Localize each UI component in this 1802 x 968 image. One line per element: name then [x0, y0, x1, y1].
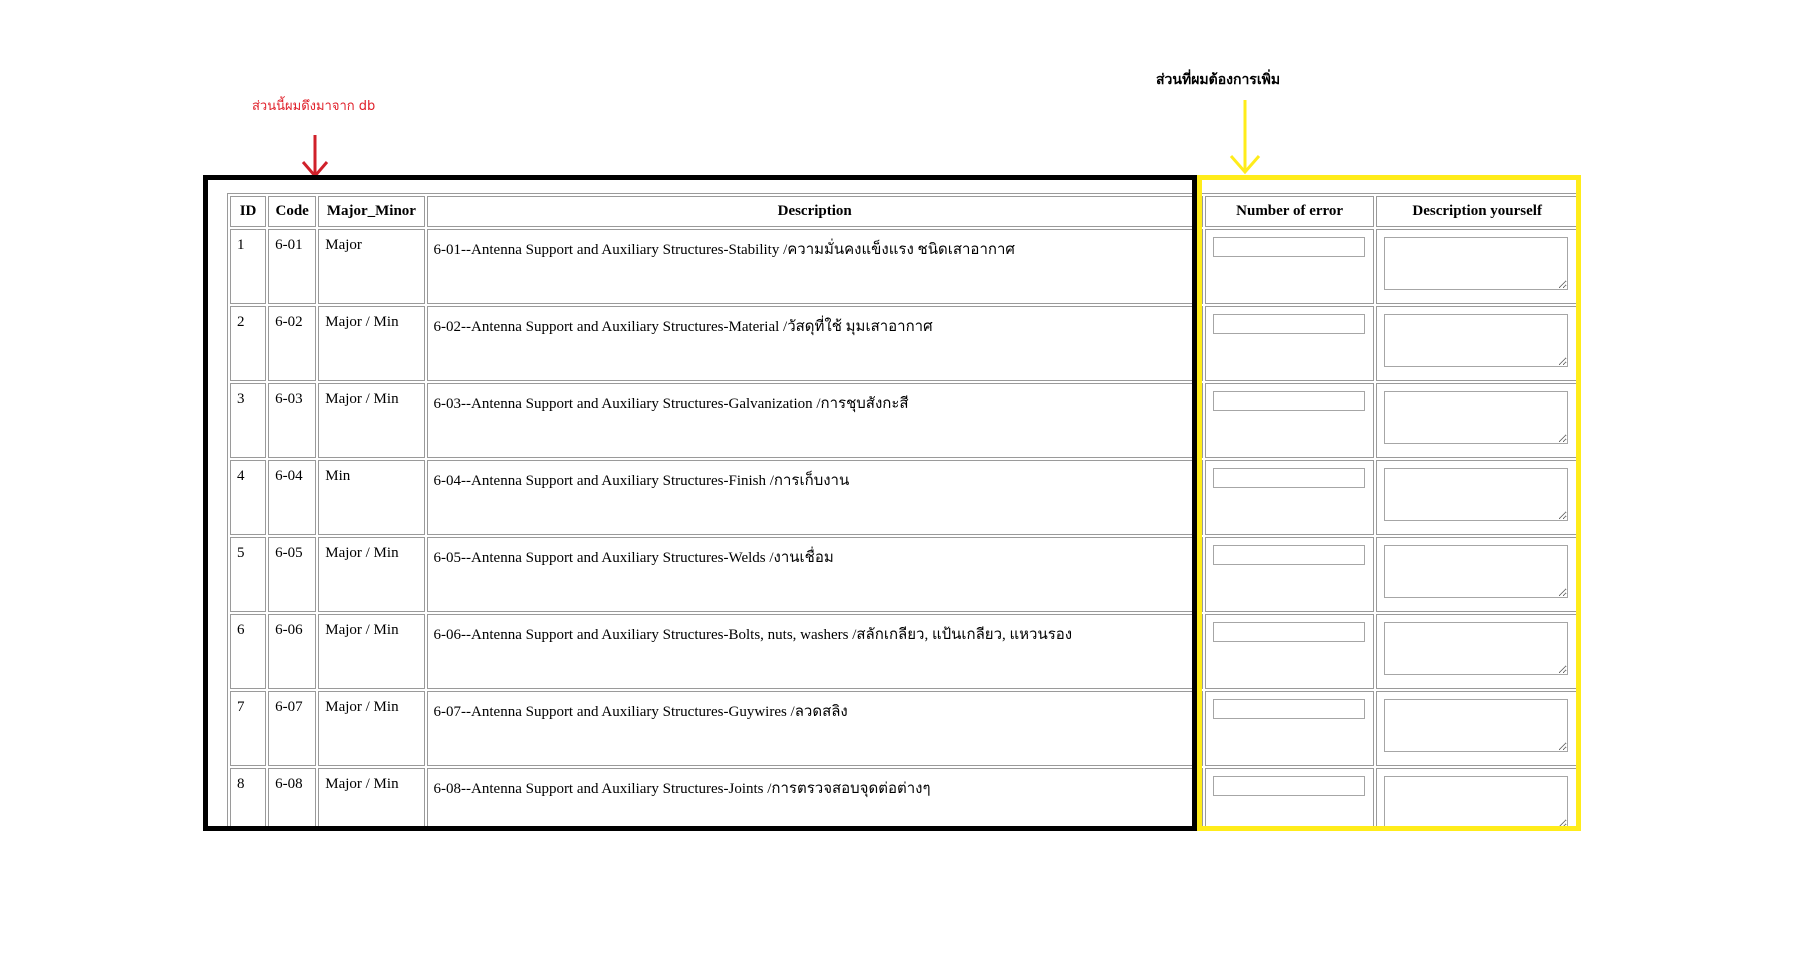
cell-description-yourself [1376, 383, 1578, 458]
table-row [230, 306, 1578, 381]
header-description-yourself: Description yourself [1376, 196, 1578, 227]
error-table-container [227, 193, 1581, 829]
description-yourself-textarea[interactable] [1384, 545, 1568, 598]
cell-number-of-error [1205, 229, 1375, 304]
table-row [230, 383, 1578, 458]
cell-major-minor: Major / Min [318, 537, 424, 612]
table-row [230, 691, 1578, 766]
description-yourself-textarea[interactable] [1384, 622, 1568, 675]
header-major-minor: Major_Minor [318, 196, 424, 227]
header-code: Code [268, 196, 316, 227]
cell-major-minor: Major / Min [318, 614, 424, 689]
number-of-error-input[interactable] [1213, 699, 1365, 719]
cell-description: 6-04--Antenna Support and Auxiliary Structures-Finish /การเก็บงาน [427, 460, 1203, 535]
header-id: ID [230, 196, 266, 227]
cell-code: 6-03 [268, 383, 316, 458]
table-row [230, 460, 1578, 535]
table-row [230, 614, 1578, 689]
cell-description-yourself [1376, 229, 1578, 304]
description-yourself-textarea[interactable] [1384, 237, 1568, 290]
cell-description: 6-07--Antenna Support and Auxiliary Structures-Guywires /ลวดสลิง [427, 691, 1203, 766]
description-yourself-textarea[interactable] [1384, 391, 1568, 444]
cell-description-yourself [1376, 306, 1578, 381]
cell-id: 5 [230, 537, 266, 612]
cell-description-yourself [1376, 768, 1578, 829]
db-source-note: ส่วนนี้ผมดึงมาจาก db [252, 99, 376, 114]
cell-id: 4 [230, 460, 266, 535]
header-number-of-error: Number of error [1205, 196, 1375, 227]
table-header-row [230, 196, 1578, 227]
table-row [230, 229, 1578, 304]
cell-major-minor: Major / Min [318, 306, 424, 381]
cell-code: 6-08 [268, 768, 316, 829]
divider [880, 178, 920, 182]
cell-number-of-error [1205, 768, 1375, 829]
cell-major-minor: Min [318, 460, 424, 535]
cell-description: 6-06--Antenna Support and Auxiliary Structures-Bolts, nuts, washers /สลักเกลียว, แป้นเกลียว, แหวนรอง [427, 614, 1203, 689]
number-of-error-input[interactable] [1213, 776, 1365, 796]
arrow-down-icon [303, 135, 327, 176]
table-row [230, 537, 1578, 612]
number-of-error-input[interactable] [1213, 237, 1365, 257]
cell-description: 6-05--Antenna Support and Auxiliary Structures-Welds /งานเชื่อม [427, 537, 1203, 612]
description-yourself-textarea[interactable] [1384, 776, 1568, 829]
cell-code: 6-02 [268, 306, 316, 381]
number-of-error-input[interactable] [1213, 622, 1365, 642]
cell-description-yourself [1376, 460, 1578, 535]
cell-code: 6-06 [268, 614, 316, 689]
cell-code: 6-07 [268, 691, 316, 766]
header-description: Description [427, 196, 1203, 227]
cell-major-minor: Major / Min [318, 691, 424, 766]
number-of-error-input[interactable] [1213, 545, 1365, 565]
cell-description: 6-08--Antenna Support and Auxiliary Structures-Joints /การตรวจสอบจุดต่อต่างๆ [427, 768, 1203, 829]
table-row [230, 768, 1578, 829]
description-yourself-textarea[interactable] [1384, 699, 1568, 752]
cell-major-minor: Major [318, 229, 424, 304]
cell-id: 3 [230, 383, 266, 458]
cell-description-yourself [1376, 614, 1578, 689]
number-of-error-input[interactable] [1213, 314, 1365, 334]
cell-code: 6-01 [268, 229, 316, 304]
cell-number-of-error [1205, 691, 1375, 766]
cell-code: 6-04 [268, 460, 316, 535]
cell-id: 1 [230, 229, 266, 304]
cell-id: 7 [230, 691, 266, 766]
cell-description: 6-01--Antenna Support and Auxiliary Structures-Stability /ความมั่นคงแข็งแรง ชนิดเสาอากาศ [427, 229, 1203, 304]
description-yourself-textarea[interactable] [1384, 468, 1568, 521]
cell-description: 6-03--Antenna Support and Auxiliary Structures-Galvanization /การชุบสังกะสี [427, 383, 1203, 458]
cell-description-yourself [1376, 691, 1578, 766]
cell-number-of-error [1205, 537, 1375, 612]
cell-id: 6 [230, 614, 266, 689]
arrow-down-icon [1231, 100, 1259, 172]
cell-id: 8 [230, 768, 266, 829]
cell-description: 6-02--Antenna Support and Auxiliary Structures-Material /วัสดุที่ใช้ มุมเสาอากาศ [427, 306, 1203, 381]
cell-code: 6-05 [268, 537, 316, 612]
cell-description-yourself [1376, 537, 1578, 612]
cell-major-minor: Major / Min [318, 768, 424, 829]
number-of-error-input[interactable] [1213, 468, 1365, 488]
error-table [227, 193, 1581, 829]
cell-number-of-error [1205, 306, 1375, 381]
cell-major-minor: Major / Min [318, 383, 424, 458]
description-yourself-textarea[interactable] [1384, 314, 1568, 367]
cell-id: 2 [230, 306, 266, 381]
number-of-error-input[interactable] [1213, 391, 1365, 411]
cell-number-of-error [1205, 614, 1375, 689]
cell-number-of-error [1205, 460, 1375, 535]
cell-number-of-error [1205, 383, 1375, 458]
add-columns-note: ส่วนที่ผมต้องการเพิ่ม [1156, 72, 1281, 88]
